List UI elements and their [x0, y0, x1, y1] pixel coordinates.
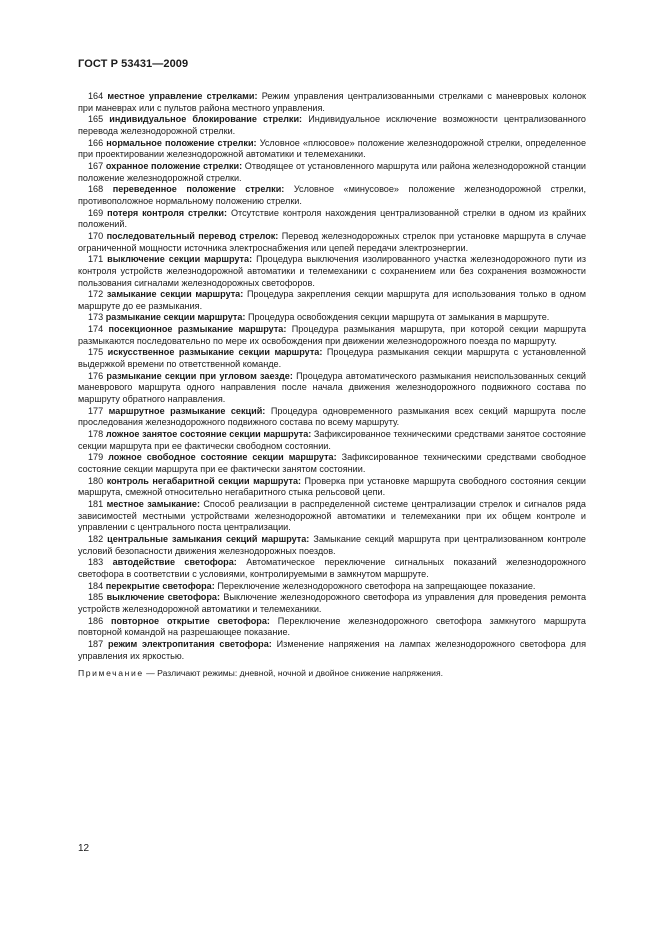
term-definition: Выключение железнодорожного светофора из управления для проведения ремонта устройств железнодорожной автоматики и телемеханики. — [78, 592, 587, 614]
term-entry-166 — [78, 138, 586, 161]
note — [78, 668, 586, 679]
term-definition: Индивидуальное исключение возможности централизованного перевода железнодорожной стрелки. — [78, 114, 586, 136]
term-definition: Способ реализации в распределенной системе централизации стрелок и сигналов ряда зависимостей местными устройствами железнодорожной автоматики и телемеханики при их общем контроле и управлении с центрального поста централизации. — [78, 498, 586, 533]
term-definition: Отсутствие контроля нахождения централизованной стрелки в одном из крайних положений. — [78, 207, 587, 230]
term-definition: Процедура автоматического размыкания неиспользованных секций маневрового маршрута одного направления после начала движения железнодорожного подвижного состава по маршруту обратного направления. — [78, 370, 586, 405]
term-definition: Переключение железнодорожного светофора замкнутого маршрута повторной командой на разрешающее показание. — [78, 615, 586, 638]
entry-number: 174 — [88, 324, 104, 335]
entry-number: 173 — [88, 312, 104, 323]
term-definition: Автоматическое переключение сигнальных показаний железнодорожного светофора в соответствии с условиями, контролируемыми в замкнутом маршруте. — [78, 557, 586, 579]
note-text: — Различают режимы: дневной, ночной и двойное снижение напряжения. — [143, 668, 444, 679]
entry-number: 169 — [88, 207, 104, 218]
term-name: посекционное размыкание маршрута: — [108, 324, 287, 335]
note-prefix: Примечание — [78, 668, 144, 679]
term-name: автодействие светофора: — [112, 557, 237, 568]
term-definition: Замыкание секций маршрута при централизованном контроле условий безопасности движения железнодорожных поездов. — [78, 533, 586, 556]
page-number: 12 — [78, 843, 90, 854]
term-definition: Режим управления централизованными стрелками с маневровых колонок при маневрах или с пультов района местного управления. — [78, 91, 587, 113]
term-entry-164 — [78, 91, 586, 114]
term-entry-173 — [78, 312, 586, 324]
term-name: размыкание секции маршрута: — [105, 312, 246, 323]
term-definition: Процедура закрепления секции маршрута для использования только в одном маршруте до ее размыкания. — [78, 289, 586, 311]
term-entry-186 — [78, 616, 586, 639]
term-entry-182 — [78, 534, 586, 557]
term-name: индивидуальное блокирование стрелки: — [109, 114, 303, 125]
term-name: режим электропитания светофора: — [107, 638, 272, 649]
term-name: повторное открытие светофора: — [111, 615, 270, 626]
entry-number: 176 — [88, 370, 104, 381]
term-definition: Процедура выключения изолированного участка железнодорожного пути из контроля устройств железнодорожной автоматики и телемеханики с сохранением или без сохранения возможности пользования сигналами железнодорожных светофоров. — [78, 254, 586, 288]
entry-number: 167 — [88, 160, 104, 171]
term-name: замыкание секции маршрута: — [106, 289, 244, 300]
term-definition: Переключение железнодорожного светофора на запрещающее показание. — [217, 580, 536, 591]
term-name: размыкание секции при угловом заезде: — [106, 370, 293, 381]
term-definition: Процедура размыкания маршрута, при которой секции маршрута размыкаются последовательно по мере их освобождения при движении железнодорожного поезда по маршруту. — [78, 324, 586, 346]
term-name: последовательный перевод стрелок: — [106, 230, 279, 241]
term-name: нормальное положение стрелки: — [106, 137, 257, 148]
terms-list — [78, 91, 586, 679]
term-name: ложное свободное состояние секции маршрута: — [108, 452, 337, 463]
term-definition: Проверка при установке маршрута свободного состояния секции маршрута, смежной относительно негабаритного стыка рельсовой цепи. — [78, 475, 586, 498]
entry-number: 180 — [88, 475, 104, 486]
entry-number: 178 — [88, 429, 104, 440]
term-definition: Зафиксированное техническими средствами свободное состояние секции маршрута при ее фактически занятом состоянии. — [78, 452, 587, 474]
term-definition: Перевод железнодорожных стрелок при установке маршрута в случае ограниченной мощности источника электроснабжения или цепей передачи электроэнергии. — [78, 230, 587, 253]
entry-number: 186 — [88, 615, 104, 626]
term-entry-174 — [78, 324, 586, 347]
term-definition: Условное «плюсовое» положение железнодорожной стрелки, определенное при проектировании железнодорожной автоматики и телемеханики. — [78, 137, 587, 160]
term-entry-179 — [78, 452, 586, 475]
term-name: потеря контроля стрелки: — [107, 207, 228, 218]
entry-number: 166 — [88, 137, 104, 148]
term-entry-171 — [78, 254, 586, 289]
entry-number: 184 — [88, 580, 104, 591]
term-definition: Условное «минусовое» положение железнодорожной стрелки, противоположное нормальному положению стрелки. — [78, 184, 587, 206]
term-name: переведенное положение стрелки: — [112, 184, 285, 195]
term-entry-165 — [78, 114, 586, 137]
term-entry-185 — [78, 592, 586, 615]
entry-number: 185 — [88, 592, 104, 603]
entry-number: 170 — [88, 230, 104, 241]
entry-number: 177 — [88, 405, 104, 416]
entry-number: 183 — [88, 557, 104, 568]
term-entry-177 — [78, 406, 586, 429]
term-definition: Процедура одновременного размыкания всех секций маршрута после проследования железнодорожного подвижного состава по всему маршруту. — [78, 405, 586, 428]
document-header: ГОСТ Р 53431—2009 — [78, 58, 189, 70]
term-entry-183 — [78, 557, 586, 580]
term-name: местное замыкание: — [106, 498, 200, 509]
term-definition: Отводящее от установленного маршрута или района железнодорожной станции положение железнодорожной стрелки. — [78, 160, 586, 183]
term-entry-175 — [78, 347, 586, 370]
entry-number: 164 — [88, 91, 104, 101]
term-name: искусственное размыкание секции маршрута: — [107, 347, 323, 358]
term-definition: Изменение напряжения на лампах железнодорожного светофора для управления их яркостью. — [78, 638, 587, 661]
term-name: маршрутное размыкание секций: — [108, 405, 266, 416]
entry-number: 187 — [88, 638, 104, 649]
term-entry-184 — [78, 581, 586, 593]
term-definition: Процедура освобождения секции маршрута от замыкания в маршруте. — [247, 312, 550, 323]
term-entry-187 — [78, 639, 586, 662]
term-entry-172 — [78, 289, 586, 312]
entry-number: 165 — [88, 114, 104, 125]
term-name: местное управление стрелками: — [107, 91, 258, 101]
entry-number: 182 — [88, 533, 104, 544]
term-name: ложное занятое состояние секции маршрута: — [105, 429, 312, 440]
term-name: охранное положение стрелки: — [105, 160, 243, 171]
entry-number: 171 — [88, 254, 104, 265]
entry-number: 175 — [88, 347, 104, 358]
term-entry-170 — [78, 231, 586, 254]
term-entry-169 — [78, 208, 586, 231]
entry-number: 179 — [88, 452, 104, 463]
term-entry-176 — [78, 371, 586, 406]
entry-number: 168 — [88, 184, 104, 195]
term-name: выключение секции маршрута: — [107, 254, 253, 265]
term-entry-168 — [78, 184, 586, 207]
term-entry-167 — [78, 161, 586, 184]
term-entry-178 — [78, 429, 586, 452]
term-name: перекрытие светофора: — [105, 580, 215, 591]
term-name: центральные замыкания секций маршрута: — [107, 533, 310, 544]
term-definition: Зафиксированное техническими средствами занятое состояние секции маршрута при ее фактически свободном состоянии. — [78, 429, 586, 451]
entry-number: 172 — [88, 289, 104, 300]
term-entry-181 — [78, 499, 586, 534]
entry-number: 181 — [88, 498, 104, 509]
term-name: выключение светофора: — [106, 592, 221, 603]
term-definition: Процедура размыкания секции маршрута с установленной выдержкой времени по ответственной команде. — [78, 347, 586, 370]
term-name: контроль негабаритной секции маршрута: — [106, 475, 302, 486]
term-entry-180 — [78, 476, 586, 499]
